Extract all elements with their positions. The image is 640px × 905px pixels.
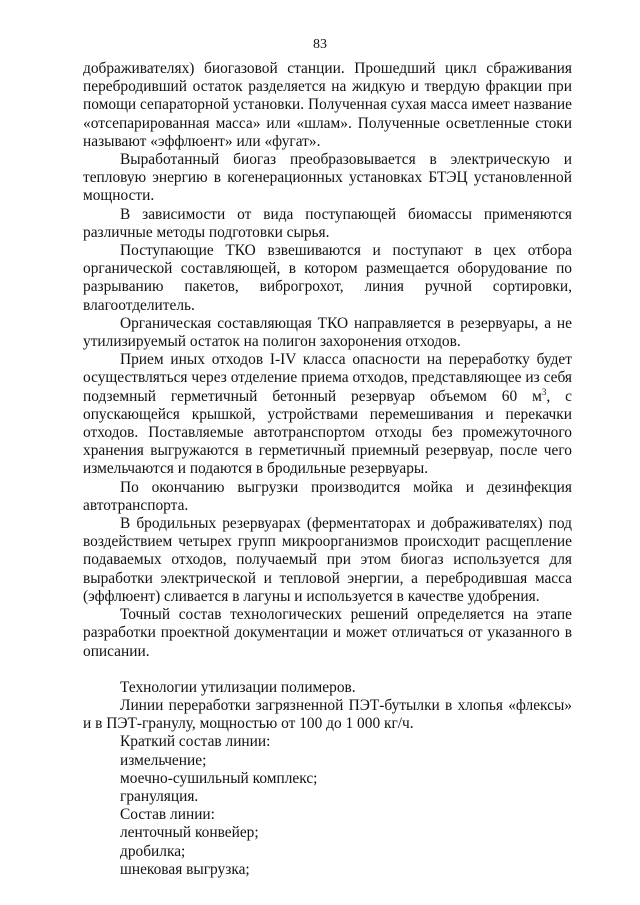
list-line: дробилка;: [120, 842, 186, 860]
paragraph-disinfection: По окончанию выгрузки производится мойка и дезинфекция автотранспорта.: [83, 478, 572, 514]
list-line: грануляция.: [120, 787, 199, 805]
paragraph-design-note: Точный состав технологических решений определяется на этапе разработки проектной документации и может отличаться от указанного в описании.: [83, 606, 572, 660]
list-line: Состав линии:: [120, 806, 215, 824]
paragraph-biogas-conversion: Выработанный биогаз преобразовывается в электрическую и тепловую энергию в когенерационных установках БТЭЦ установленной мощности.: [83, 151, 572, 205]
list-line: шнековая выгрузка;: [120, 860, 250, 878]
paragraph-fermentation: В бродильных резервуарах (ферментаторах и дображивателях) под воздействием четырех групп микроорганизмов происходит расщепление подаваемых отходов, получаемый при этом биогаз используется для выработки электрической и тепловой энергии, а перебродившая масса (эффлюент) сливается в лагуны и используется в качестве удобрения.: [83, 515, 572, 605]
paragraph-gap: [83, 661, 572, 679]
paragraph-tko-intake: Поступающие ТКО взвешиваются и поступают в цех отбора органической составляющей, в котором размещается оборудование по разрыванию пакетов, виброгрохот, линия ручной сортировки, влагоотделитель.: [83, 242, 572, 314]
document-body: [83, 60, 572, 879]
paragraph-organic-fraction: Органическая составляющая ТКО направляется в резервуары, а не утилизируемый остаток на полигон захоронения отходов.: [83, 314, 572, 351]
reception-text-start: Прием иных отходов I-IV класса опасности на переработку будет осуществляться через отделение приема отходов, представляющее из себя подземный герметичный бетонный резервуар объемом 60 м: [83, 351, 572, 405]
reception-text-end: , с опускающейся крышкой, устройствами перемешивания и перекачки отходов. Поставляемые автотранспортом отходы без промежуточного хранения выгружаются в герметичный приемный резервуар, после чего измельчаются и подаются в бродильные резервуары.: [83, 387, 572, 478]
cubic-superscript: 3: [541, 386, 547, 397]
page-number: 83: [313, 37, 327, 52]
section-heading-polymers: Технологии утилизации полимеров.: [120, 678, 356, 696]
paragraph-continuation: дображивателях) биогазовой станции. Прошедший цикл сбраживания перебродивший остаток разделяется на жидкую и твердую фракции при помощи сепараторной установки. Полученная сухая масса имеет название «отсепарированная масса» или «шлам». Полученные осветленные стоки называют «эффлюент» или «фугат».: [83, 60, 572, 150]
list-line: измельчение;: [120, 751, 207, 769]
paragraph-pet-lines: Линии переработки загрязненной ПЭТ-бутылки в хлопья «флексы» и в ПЭТ-гранулу, мощностью от 100 до 1 000 кг/ч.: [83, 696, 572, 733]
paragraph-waste-reception: [83, 351, 572, 478]
list-line: ленточный конвейер;: [120, 824, 259, 842]
list-line: моечно-сушильный комплекс;: [120, 769, 318, 787]
list-line: Краткий состав линии:: [120, 733, 271, 751]
paragraph-preparation-methods: В зависимости от вида поступающей биомассы применяются различные методы подготовки сырья.: [83, 205, 572, 241]
